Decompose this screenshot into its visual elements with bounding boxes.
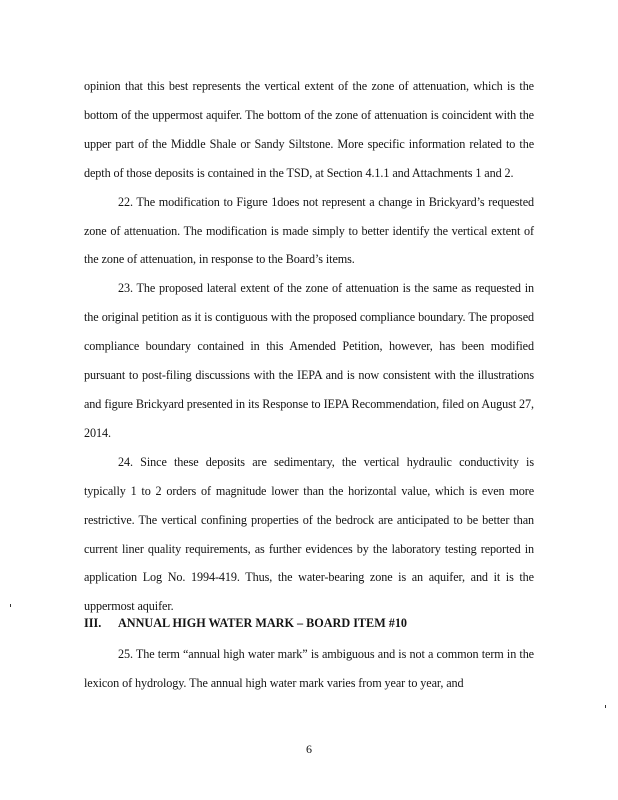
section-number: III. <box>84 616 102 630</box>
paragraph-23: 23. The proposed lateral extent of the zone of attenuation is the same as requested in the original petition as it is contiguous with the proposed compliance boundary. The proposed compliance boundary contained in this Amended Petition, however, has been modified pursuant to post-filing discussions with the IEPA and is now consistent with the illustrations and figure Brickyard presented in its Response to IEPA Recommendation, filed on August 27, 2014. <box>84 281 534 440</box>
paragraph-25: 25. The term “annual high water mark” is ambiguous and is not a common term in the lexicon of hydrology. The annual high water mark varies from year to year, and <box>84 647 534 690</box>
body-text-upper <box>84 72 534 621</box>
section-heading <box>84 609 534 637</box>
scan-speck-right <box>605 705 606 708</box>
scan-speck-left <box>10 604 11 607</box>
paragraph-22: 22. The modification to Figure 1does not represent a change in Brickyard’s requested zone of attenuation. The modification is made simply to better identify the vertical extent of the zone of attenuation, in response to the Board’s items. <box>84 194 534 267</box>
paragraph-continuation: opinion that this best represents the vertical extent of the zone of attenuation, which is the bottom of the uppermost aquifer. The bottom of the zone of attenuation is coincident with the upper part of the Middle Shale or Sandy Siltstone. More specific information related to the depth of those deposits is contained in the TSD, at Section 4.1.1 and Attachments 1 and 2. <box>84 79 534 180</box>
body-text-lower <box>84 640 534 698</box>
page-number: 6 <box>306 742 312 756</box>
section-title: ANNUAL HIGH WATER MARK – BOARD ITEM #10 <box>118 616 408 630</box>
paragraph-24: 24. Since these deposits are sedimentary, the vertical hydraulic conductivity is typically 1 to 2 orders of magnitude lower than the horizontal value, which is even more restrictive. The vertical confining properties of the bedrock are anticipated to be better than current liner quality requirements, as further evidences by the laboratory testing reported in application Log No. 1994-419. Thus, the water-bearing zone is an aquifer, and it is the uppermost aquifer. <box>84 454 534 614</box>
